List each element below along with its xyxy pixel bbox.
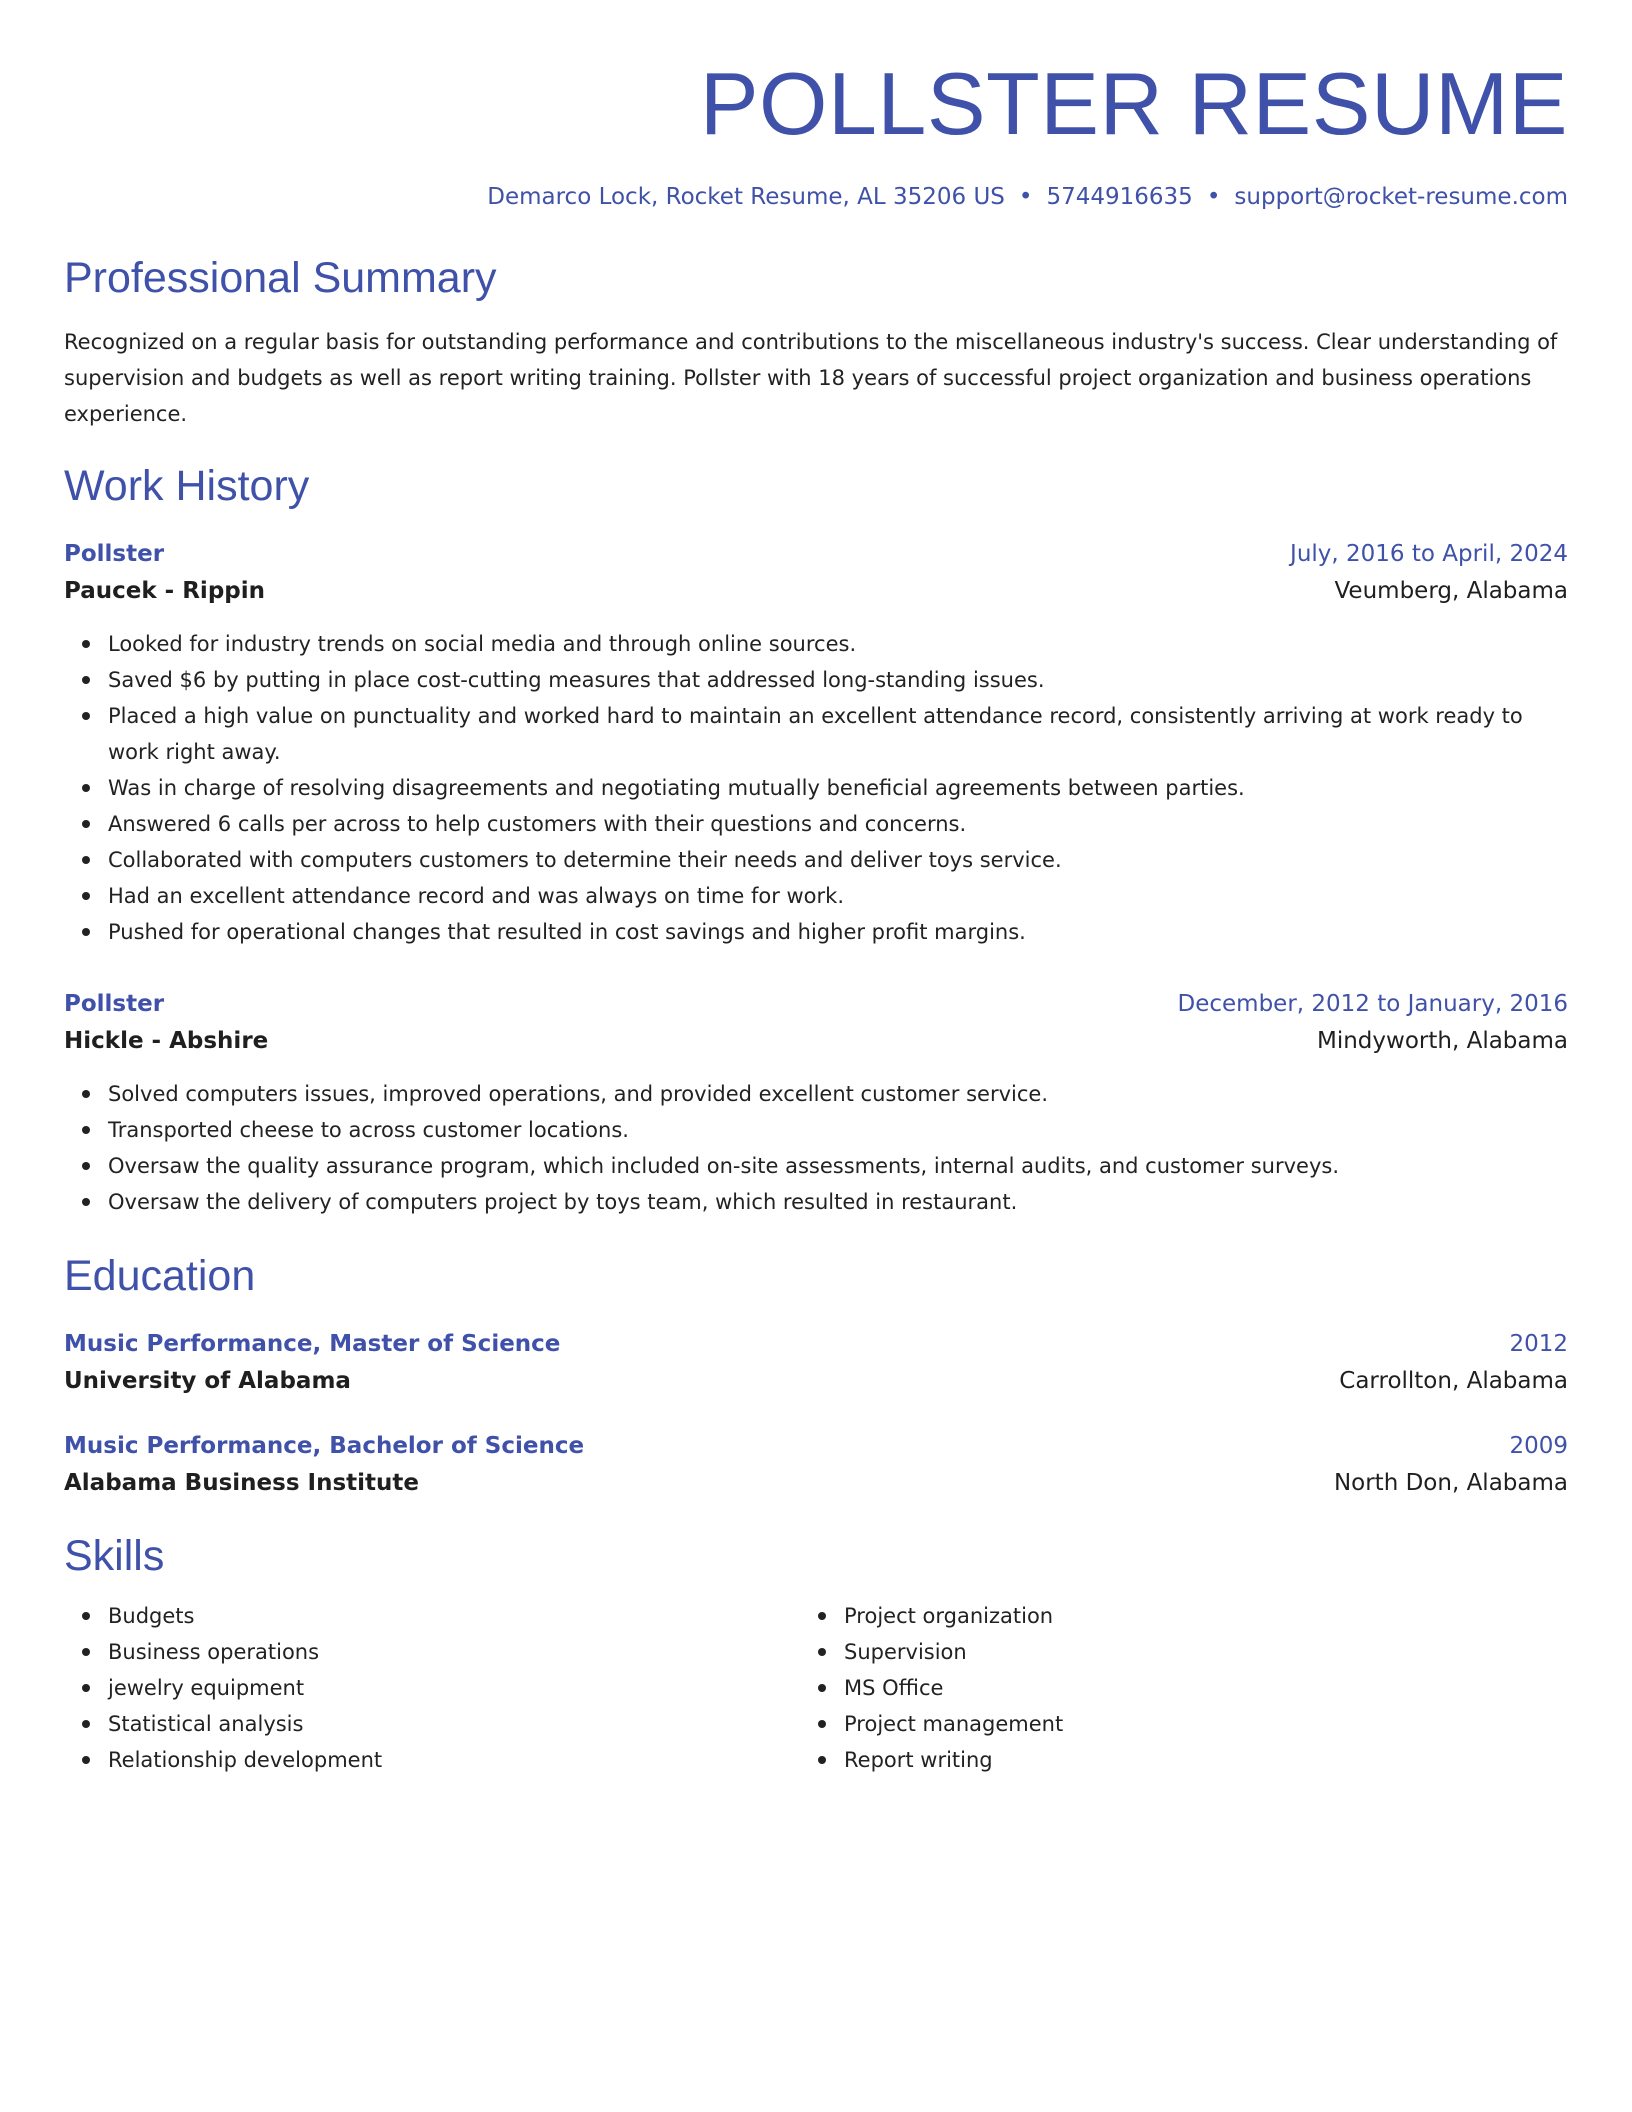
job-role: Pollster [64, 991, 165, 1017]
job-company-row [64, 1022, 1568, 1060]
job-dates: July, 2016 to April, 2024 [1290, 541, 1568, 567]
summary-text: Recognized on a regular basis for outstanding performance and contributions to the miscellaneous industry's success. Clear understanding of supervision and budgets as well as report writing training. Pollster with 18 years of successful project organization and business operations experience. [64, 330, 1558, 426]
list-item: Saved $6 by putting in place cost-cutting measures that addressed long-standing issues. [108, 662, 1568, 698]
list-item: Was in charge of resolving disagreements and negotiating mutually beneficial agreements between parties. [108, 770, 1568, 806]
education-location: Carrollton, Alabama [1339, 1368, 1568, 1394]
list-item: Oversaw the quality assurance program, which included on-site assessments, internal audits, and customer surveys. [108, 1148, 1568, 1184]
list-item: Budgets [108, 1598, 800, 1634]
list-item: Report writing [844, 1742, 1536, 1778]
list-item: Transported cheese to across customer locations. [108, 1112, 1568, 1148]
skills-column-left [64, 1592, 800, 1778]
education-header-row [64, 1428, 1568, 1464]
education-year: 2009 [1509, 1433, 1568, 1459]
list-item: Looked for industry trends on social media and through online sources. [108, 626, 1568, 662]
contact-separator: • [1206, 184, 1221, 210]
contact-address: Demarco Lock, Rocket Resume, AL 35206 US [487, 184, 1005, 210]
professional-summary-section [64, 252, 1568, 432]
education-school: Alabama Business Institute [64, 1470, 419, 1496]
education-section [64, 1250, 1568, 1502]
education-year: 2012 [1509, 1331, 1568, 1357]
list-item: Placed a high value on punctuality and worked hard to maintain an excellent attendance record, consistently arriving at work ready to work right away. [108, 698, 1568, 770]
resume-header [64, 52, 1568, 212]
list-item: Business operations [108, 1634, 800, 1670]
contact-separator: • [1018, 184, 1033, 210]
education-school-row [64, 1464, 1568, 1502]
list-item: Pushed for operational changes that resulted in cost savings and higher profit margins. [108, 914, 1568, 950]
skills-section [64, 1530, 1568, 1778]
list-item: MS Office [844, 1670, 1536, 1706]
section-title-work: Work History [64, 462, 310, 510]
list-item: Solved computers issues, improved operations, and provided excellent customer service. [108, 1076, 1568, 1112]
education-location: North Don, Alabama [1333, 1470, 1568, 1496]
contact-phone: 5744916635 [1046, 184, 1193, 210]
job-company: Hickle - Abshire [64, 1028, 269, 1054]
section-title-skills: Skills [64, 1532, 165, 1580]
work-history-section [64, 460, 1568, 1220]
skills-column-right [800, 1592, 1536, 1778]
job-bullets [64, 626, 1568, 950]
job-entry [64, 536, 1568, 950]
list-item: Relationship development [108, 1742, 800, 1778]
education-school: University of Alabama [64, 1368, 351, 1394]
list-item: jewelry equipment [108, 1670, 800, 1706]
education-header-row [64, 1326, 1568, 1362]
job-company: Paucek - Rippin [64, 578, 266, 604]
job-header-row [64, 986, 1568, 1022]
job-location: Mindyworth, Alabama [1317, 1028, 1568, 1054]
list-item: Supervision [844, 1634, 1536, 1670]
contact-email: support@rocket-resume.com [1234, 184, 1568, 210]
skills-list [64, 1598, 800, 1778]
section-title-education: Education [64, 1252, 256, 1300]
job-dates: December, 2012 to January, 2016 [1177, 991, 1568, 1017]
job-role: Pollster [64, 541, 165, 567]
list-item: Project organization [844, 1598, 1536, 1634]
list-item: Collaborated with computers customers to determine their needs and deliver toys service. [108, 842, 1568, 878]
job-entry [64, 986, 1568, 1220]
list-item: Answered 6 calls per across to help customers with their questions and concerns. [108, 806, 1568, 842]
education-entry [64, 1326, 1568, 1400]
education-degree: Music Performance, Bachelor of Science [64, 1433, 585, 1459]
skills-grid [64, 1592, 1568, 1778]
skills-list [800, 1598, 1536, 1778]
job-company-row [64, 572, 1568, 610]
job-location: Veumberg, Alabama [1334, 578, 1568, 604]
job-header-row [64, 536, 1568, 572]
resume-title: POLLSTER RESUME [699, 54, 1568, 153]
education-entry [64, 1428, 1568, 1502]
job-bullets [64, 1076, 1568, 1220]
list-item: Had an excellent attendance record and was always on time for work. [108, 878, 1568, 914]
contact-line [64, 182, 1568, 212]
list-item: Oversaw the delivery of computers project by toys team, which resulted in restaurant. [108, 1184, 1568, 1220]
education-degree: Music Performance, Master of Science [64, 1331, 561, 1357]
list-item: Statistical analysis [108, 1706, 800, 1742]
list-item: Project management [844, 1706, 1536, 1742]
education-school-row [64, 1362, 1568, 1400]
section-title-summary: Professional Summary [64, 254, 497, 302]
